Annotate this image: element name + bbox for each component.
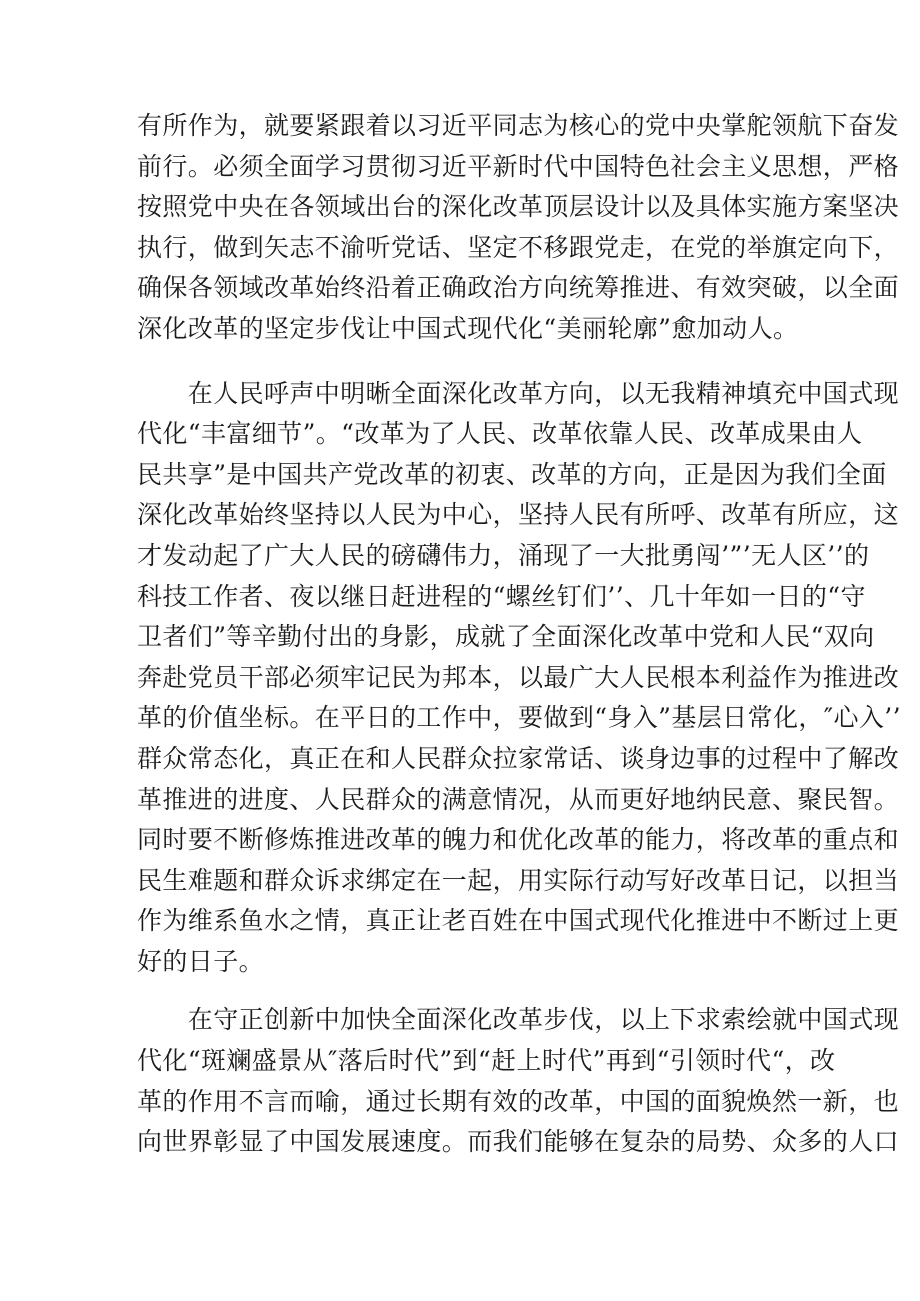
text-line: 革的价值坐标。在平日的工作中，要做到“身入”基层日常化，″心入’’ [137,703,901,733]
text-line: 群众常态化，真正在和人民群众拉家常话、谈身边事的过程中了解改 [137,743,900,773]
text-line: 在守正创新中加快全面深化改革步伐，以上下求索绘就中国式现 [137,1005,900,1035]
text-line: 代化“斑斓盛景从″落后时代”到“赶上时代”再到“引领时代“，改 [137,1046,836,1076]
text-line: 按照党中央在各领域出台的深化改革顶层设计以及具体实施方案坚决 [137,192,900,222]
text-line: 好的日子。 [137,946,265,976]
text-line: 科技工作者、夜以继日赶进程的“螺丝钉们’’、几十年如一日的“守 [137,581,866,611]
text-line: 奔赴党员干部必须牢记民为邦本，以最广大人民根本利益作为推进改 [137,662,900,692]
text-line: 执行，做到矢志不渝听党话、坚定不移跟党走，在党的举旗定向下， [137,232,900,262]
paragraph-3 [137,1000,900,1162]
text-line: 代化“丰富细节”。“改革为了人民、改革依靠人民、改革成果由人 [137,419,863,449]
paragraph-2 [137,374,901,983]
paragraph-1 [137,106,900,350]
text-line: 深化改革的坚定步伐让中国式现代化“美丽轮廓”愈加动人。 [137,313,799,343]
text-line: 革的作用不言而喻，通过长期有效的改革，中国的面貌焕然一新，也 [137,1086,900,1116]
text-line: 前行。必须全面学习贯彻习近平新时代中国特色社会主义思想，严格 [137,151,900,181]
text-line: 民生难题和群众诉求绑定在一起，用实际行动写好改革日记，以担当 [137,865,900,895]
text-line: 在人民呼声中明晰全面深化改革方向，以无我精神填充中国式现 [137,378,900,408]
text-line: 革推进的进度、人民群众的满意情况，从而更好地纳民意、聚民智。 [137,784,900,814]
text-line: 才发动起了广大人民的磅礴伟力，涌现了一大批勇闯’”’无人区’’的 [137,540,870,570]
text-line: 有所作为，就要紧跟着以习近平同志为核心的党中央掌舵领航下奋发 [137,111,900,140]
text-line: 深化改革始终坚持以人民为中心，坚持人民有所呼、改革有所应，这 [137,500,900,530]
text-line: 卫者们”等辛勤付出的身影，成就了全面深化改革中党和人民“双向 [137,622,875,652]
text-line: 作为维系鱼水之情，真正让老百姓在中国式现代化推进中不断过上更 [137,906,900,936]
text-line: 同时要不断修炼推进改革的魄力和优化改革的能力，将改革的重点和 [137,825,900,855]
text-line: 向世界彰显了中国发展速度。而我们能够在复杂的局势、众多的人口 [137,1127,900,1157]
text-line: 确保各领域改革始终沿着正确政治方向统筹推进、有效突破，以全面 [137,273,900,303]
text-line: 民共享”是中国共产党改革的初衷、改革的方向，正是因为我们全面 [137,459,887,489]
